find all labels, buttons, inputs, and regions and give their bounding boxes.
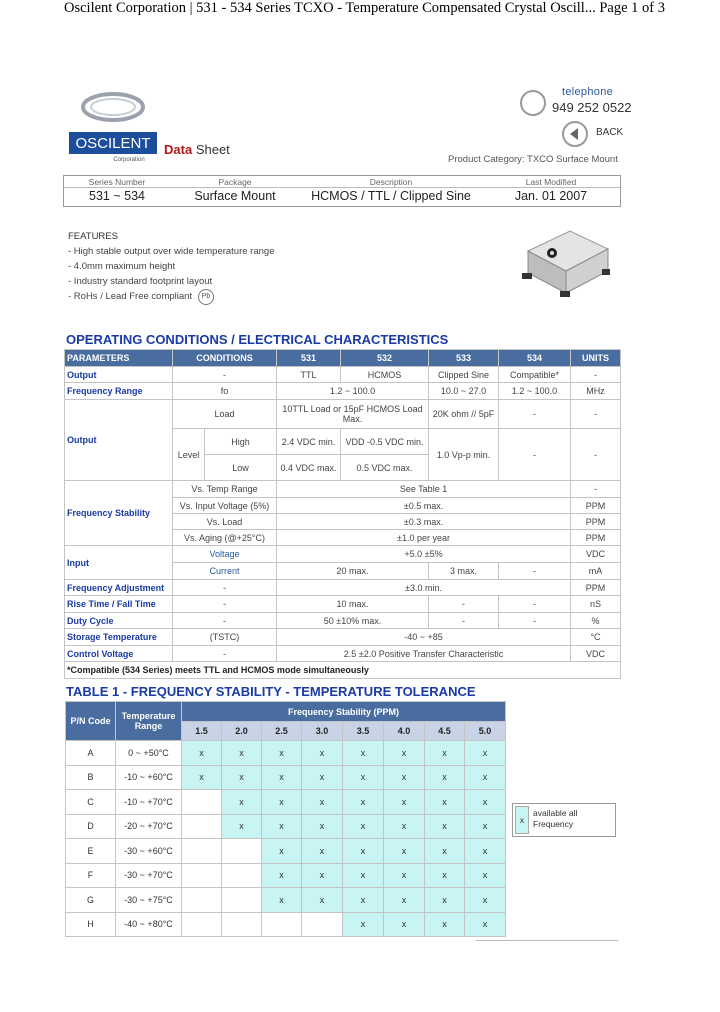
table-cell: +5.0 ±5% bbox=[277, 546, 571, 563]
param-frequency-adjustment: Frequency Adjustment bbox=[65, 580, 173, 596]
table-cell: High bbox=[205, 429, 277, 455]
available-mark: x bbox=[343, 765, 384, 790]
empty-cell bbox=[222, 888, 262, 913]
available-mark: x bbox=[262, 863, 302, 888]
available-mark: x bbox=[262, 888, 302, 913]
param-output: Output bbox=[65, 367, 173, 383]
available-mark: x bbox=[302, 741, 343, 766]
available-mark: x bbox=[222, 814, 262, 839]
logo-sub-text: Corporation bbox=[113, 157, 145, 163]
pn-code-header: P/N Code bbox=[66, 702, 116, 741]
empty-cell bbox=[182, 912, 222, 937]
table-cell: 2.4 VDC min. bbox=[277, 429, 341, 455]
table-cell: VDC bbox=[571, 646, 621, 662]
available-mark: x bbox=[384, 814, 425, 839]
footer-rule bbox=[476, 940, 618, 941]
empty-cell bbox=[302, 912, 343, 937]
table-cell: Vs. Input Voltage (5%) bbox=[173, 498, 277, 514]
table-cell: - bbox=[571, 481, 621, 498]
package-header: Package bbox=[218, 177, 252, 187]
empty-cell bbox=[222, 839, 262, 864]
table-cell: VDD -0.5 VDC min. bbox=[341, 429, 429, 455]
available-mark: x bbox=[302, 888, 343, 913]
temperature-range-cell: -30 ~ +60°C bbox=[116, 839, 182, 864]
table-cell: TTL bbox=[277, 367, 341, 383]
param-frequency-range: Frequency Range bbox=[65, 383, 173, 400]
available-mark: x bbox=[384, 765, 425, 790]
telephone-number: 949 252 0522 bbox=[552, 100, 632, 115]
package-value: Surface Mount bbox=[194, 189, 276, 203]
table-cell: Current bbox=[173, 563, 277, 580]
ppm-header: 2.0 bbox=[222, 722, 262, 741]
table-row bbox=[66, 741, 506, 766]
empty-cell bbox=[182, 790, 222, 815]
table-cell: PPM bbox=[571, 514, 621, 530]
pb-free-icon: Pb bbox=[198, 289, 214, 305]
empty-cell bbox=[262, 912, 302, 937]
available-mark: x bbox=[343, 863, 384, 888]
page-header: Oscilent Corporation | 531 - 534 Series TCXO - Temperature Compensated Crystal Oscill... Page 1 of 3 bbox=[64, 0, 665, 16]
col-header-533: 533 bbox=[429, 350, 499, 367]
phone-icon bbox=[520, 90, 546, 116]
pn-code-cell: G bbox=[66, 888, 116, 913]
pn-code-cell: F bbox=[66, 863, 116, 888]
operating-conditions-table bbox=[64, 349, 621, 679]
ppm-header: 5.0 bbox=[465, 722, 506, 741]
features-list bbox=[68, 229, 274, 304]
table-cell: - bbox=[173, 596, 277, 613]
table-cell: - bbox=[499, 613, 571, 629]
available-mark: x bbox=[343, 814, 384, 839]
compatibility-note: *Compatible (534 Series) meets TTL and HCMOS mode simultaneously bbox=[65, 662, 621, 679]
legend-text-line2: Frequency bbox=[533, 819, 574, 829]
table-cell: Vs. Load bbox=[173, 514, 277, 530]
table-cell: 3 max. bbox=[429, 563, 499, 580]
available-mark: x bbox=[343, 741, 384, 766]
frequency-stability-table bbox=[65, 701, 506, 937]
available-mark: x bbox=[302, 790, 343, 815]
temperature-range-cell: 0 ~ +50°C bbox=[116, 741, 182, 766]
table-cell: MHz bbox=[571, 383, 621, 400]
available-mark: x bbox=[465, 814, 506, 839]
available-mark: x bbox=[262, 814, 302, 839]
available-mark: x bbox=[425, 741, 465, 766]
empty-cell bbox=[182, 888, 222, 913]
pn-code-cell: B bbox=[66, 765, 116, 790]
section-title-table1: TABLE 1 - FREQUENCY STABILITY - TEMPERATURE TOLERANCE bbox=[66, 684, 476, 699]
available-mark: x bbox=[262, 839, 302, 864]
ppm-header: 1.5 bbox=[182, 722, 222, 741]
table-row bbox=[66, 912, 506, 937]
feature-item: - High stable output over wide temperature range bbox=[68, 246, 275, 257]
available-mark: x bbox=[222, 790, 262, 815]
param-storage-temperature: Storage Temperature bbox=[65, 629, 173, 646]
datasheet-word2: Sheet bbox=[195, 142, 230, 157]
table-cell: See Table 1 bbox=[277, 481, 571, 498]
available-mark: x bbox=[465, 912, 506, 937]
available-mark: x bbox=[465, 790, 506, 815]
table-cell: 10TTL Load or 15pF HCMOS Load Max. bbox=[277, 400, 429, 429]
col-header-conditions: CONDITIONS bbox=[173, 350, 277, 367]
last-modified-header: Last Modified bbox=[525, 177, 577, 187]
ppm-header: 2.5 bbox=[262, 722, 302, 741]
table-cell: - bbox=[499, 429, 571, 481]
table-cell: - bbox=[499, 563, 571, 580]
table-cell: 10 max. bbox=[277, 596, 429, 613]
available-mark: x bbox=[343, 839, 384, 864]
temperature-range-header: Temperature Range bbox=[116, 702, 182, 741]
pn-code-cell: C bbox=[66, 790, 116, 815]
available-mark: x bbox=[302, 839, 343, 864]
table-cell: Compatible* bbox=[499, 367, 571, 383]
logo-brand-text: OSCILENT bbox=[75, 135, 151, 152]
table-cell: °C bbox=[571, 629, 621, 646]
available-mark: x bbox=[343, 912, 384, 937]
table-cell: 20K ohm // 5pF bbox=[429, 400, 499, 429]
available-mark: x bbox=[182, 765, 222, 790]
table-cell: 20 max. bbox=[277, 563, 429, 580]
param-rise-fall: Rise Time / Fall Time bbox=[65, 596, 173, 613]
table-cell: 2.5 ±2.0 Positive Transfer Characteristic bbox=[277, 646, 571, 662]
col-header-532: 532 bbox=[341, 350, 429, 367]
empty-cell bbox=[182, 814, 222, 839]
available-mark: x bbox=[182, 741, 222, 766]
table-cell: - bbox=[173, 646, 277, 662]
available-mark: x bbox=[425, 912, 465, 937]
table-cell: Clipped Sine bbox=[429, 367, 499, 383]
available-mark: x bbox=[222, 741, 262, 766]
temperature-range-cell: -40 ~ +80°C bbox=[116, 912, 182, 937]
description-header: Description bbox=[369, 177, 413, 187]
available-mark: x bbox=[384, 888, 425, 913]
table-cell: PPM bbox=[571, 530, 621, 546]
table-cell: 0.4 VDC max. bbox=[277, 455, 341, 481]
table-cell: HCMOS bbox=[341, 367, 429, 383]
table-cell: - bbox=[571, 400, 621, 429]
table-cell: - bbox=[429, 596, 499, 613]
available-mark: x bbox=[262, 790, 302, 815]
available-mark: x bbox=[465, 741, 506, 766]
available-mark: x bbox=[302, 765, 343, 790]
pn-code-cell: E bbox=[66, 839, 116, 864]
temperature-range-cell: -10 ~ +70°C bbox=[116, 790, 182, 815]
table-cell: - bbox=[499, 400, 571, 429]
available-mark: x bbox=[384, 912, 425, 937]
table-cell: 1.0 Vp-p min. bbox=[429, 429, 499, 481]
feature-item: - RoHs / Lead Free compliant bbox=[68, 291, 193, 302]
table-cell: - bbox=[173, 580, 277, 596]
table-cell: nS bbox=[571, 596, 621, 613]
table-cell: - bbox=[571, 367, 621, 383]
available-mark: x bbox=[425, 863, 465, 888]
table-cell: ±0.5 max. bbox=[277, 498, 571, 514]
table-row bbox=[66, 790, 506, 815]
feature-item: - 4.0mm maximum height bbox=[68, 261, 176, 272]
available-mark: x bbox=[302, 863, 343, 888]
ppm-header: 3.5 bbox=[343, 722, 384, 741]
telephone-label: telephone bbox=[562, 86, 614, 98]
col-header-534: 534 bbox=[499, 350, 571, 367]
available-mark: x bbox=[425, 814, 465, 839]
pn-code-cell: H bbox=[66, 912, 116, 937]
temperature-range-cell: -30 ~ +70°C bbox=[116, 863, 182, 888]
available-mark: x bbox=[302, 814, 343, 839]
tcxo-chip-image bbox=[508, 221, 612, 305]
table-cell: Voltage bbox=[173, 546, 277, 563]
table-cell: % bbox=[571, 613, 621, 629]
available-mark: x bbox=[262, 741, 302, 766]
back-link[interactable]: BACK bbox=[596, 127, 624, 138]
available-mark: x bbox=[425, 790, 465, 815]
table-cell: 10.0 ~ 27.0 bbox=[429, 383, 499, 400]
table-cell: fo bbox=[173, 383, 277, 400]
available-mark: x bbox=[465, 839, 506, 864]
pn-code-cell: D bbox=[66, 814, 116, 839]
table-cell: Vs. Aging (@+25°C) bbox=[173, 530, 277, 546]
param-duty-cycle: Duty Cycle bbox=[65, 613, 173, 629]
table-cell: PPM bbox=[571, 498, 621, 514]
table-cell: ±3.0 min. bbox=[277, 580, 571, 596]
available-mark: x bbox=[425, 839, 465, 864]
available-mark: x bbox=[465, 863, 506, 888]
temperature-range-cell: -30 ~ +75°C bbox=[116, 888, 182, 913]
table-cell: 0.5 VDC max. bbox=[341, 455, 429, 481]
oscilent-logo bbox=[69, 77, 157, 163]
table-cell: Vs. Temp Range bbox=[173, 481, 277, 498]
features-title: FEATURES bbox=[68, 231, 118, 242]
frequency-stability-header: Frequency Stability (PPM) bbox=[182, 702, 506, 722]
table-cell: 50 ±10% max. bbox=[277, 613, 429, 629]
param-frequency-stability: Frequency Stability bbox=[65, 481, 173, 546]
empty-cell bbox=[182, 839, 222, 864]
available-mark: x bbox=[465, 765, 506, 790]
available-mark: x bbox=[425, 765, 465, 790]
available-mark: x bbox=[384, 839, 425, 864]
section-title-operating: OPERATING CONDITIONS / ELECTRICAL CHARACTERISTICS bbox=[66, 332, 449, 347]
product-category: Product Category: TXCO Surface Mount bbox=[448, 154, 618, 165]
table-cell: - bbox=[173, 367, 277, 383]
temperature-range-cell: -10 ~ +60°C bbox=[116, 765, 182, 790]
legend-text-line1: available all bbox=[533, 808, 578, 818]
pn-code-cell: A bbox=[66, 741, 116, 766]
ppm-header: 3.0 bbox=[302, 722, 343, 741]
datasheet-label bbox=[164, 142, 230, 157]
description-value: HCMOS / TTL / Clipped Sine bbox=[311, 189, 471, 203]
available-mark: x bbox=[343, 888, 384, 913]
table-cell: VDC bbox=[571, 546, 621, 563]
available-mark: x bbox=[222, 765, 262, 790]
available-mark: x bbox=[384, 790, 425, 815]
available-mark: x bbox=[384, 863, 425, 888]
empty-cell bbox=[182, 863, 222, 888]
table-row bbox=[66, 765, 506, 790]
table-cell: - bbox=[173, 613, 277, 629]
param-output-load: Output bbox=[65, 400, 173, 481]
table-cell: -40 ~ +85 bbox=[277, 629, 571, 646]
availability-legend bbox=[512, 803, 616, 837]
table-cell: PPM bbox=[571, 580, 621, 596]
legend-swatch: x bbox=[515, 806, 529, 834]
temperature-range-cell: -20 ~ +70°C bbox=[116, 814, 182, 839]
table-cell: (TSTC) bbox=[173, 629, 277, 646]
available-mark: x bbox=[384, 741, 425, 766]
empty-cell bbox=[222, 863, 262, 888]
table-cell: ±1.0 per year bbox=[277, 530, 571, 546]
datasheet-word1: Data bbox=[164, 142, 193, 157]
empty-cell bbox=[222, 912, 262, 937]
table-row bbox=[66, 863, 506, 888]
table-row bbox=[66, 814, 506, 839]
available-mark: x bbox=[343, 790, 384, 815]
table-cell: 1.2 ~ 100.0 bbox=[277, 383, 429, 400]
table-cell: Level bbox=[173, 429, 205, 481]
table-row bbox=[66, 888, 506, 913]
last-modified-value: Jan. 01 2007 bbox=[514, 189, 588, 203]
param-input: Input bbox=[65, 546, 173, 580]
table-cell: Load bbox=[173, 400, 277, 429]
series-info-box bbox=[63, 175, 621, 207]
param-control-voltage: Control Voltage bbox=[65, 646, 173, 662]
feature-item: - Industry standard footprint layout bbox=[68, 276, 213, 287]
series-number-header: Series Number bbox=[88, 177, 146, 187]
table-cell: - bbox=[571, 429, 621, 481]
ppm-header: 4.0 bbox=[384, 722, 425, 741]
table-cell: 1.2 ~ 100.0 bbox=[499, 383, 571, 400]
col-header-531: 531 bbox=[277, 350, 341, 367]
col-header-units: UNITS bbox=[571, 350, 621, 367]
back-arrow-icon[interactable] bbox=[562, 121, 588, 147]
table-cell: mA bbox=[571, 563, 621, 580]
table-row bbox=[66, 839, 506, 864]
available-mark: x bbox=[262, 765, 302, 790]
table-cell: Low bbox=[205, 455, 277, 481]
available-mark: x bbox=[465, 888, 506, 913]
available-mark: x bbox=[425, 888, 465, 913]
table-cell: - bbox=[499, 596, 571, 613]
ppm-header: 4.5 bbox=[425, 722, 465, 741]
table-cell: ±0.3 max. bbox=[277, 514, 571, 530]
col-header-parameters: PARAMETERS bbox=[65, 350, 173, 367]
series-number-value: 531 ~ 534 bbox=[89, 189, 145, 203]
table-cell: - bbox=[429, 613, 499, 629]
